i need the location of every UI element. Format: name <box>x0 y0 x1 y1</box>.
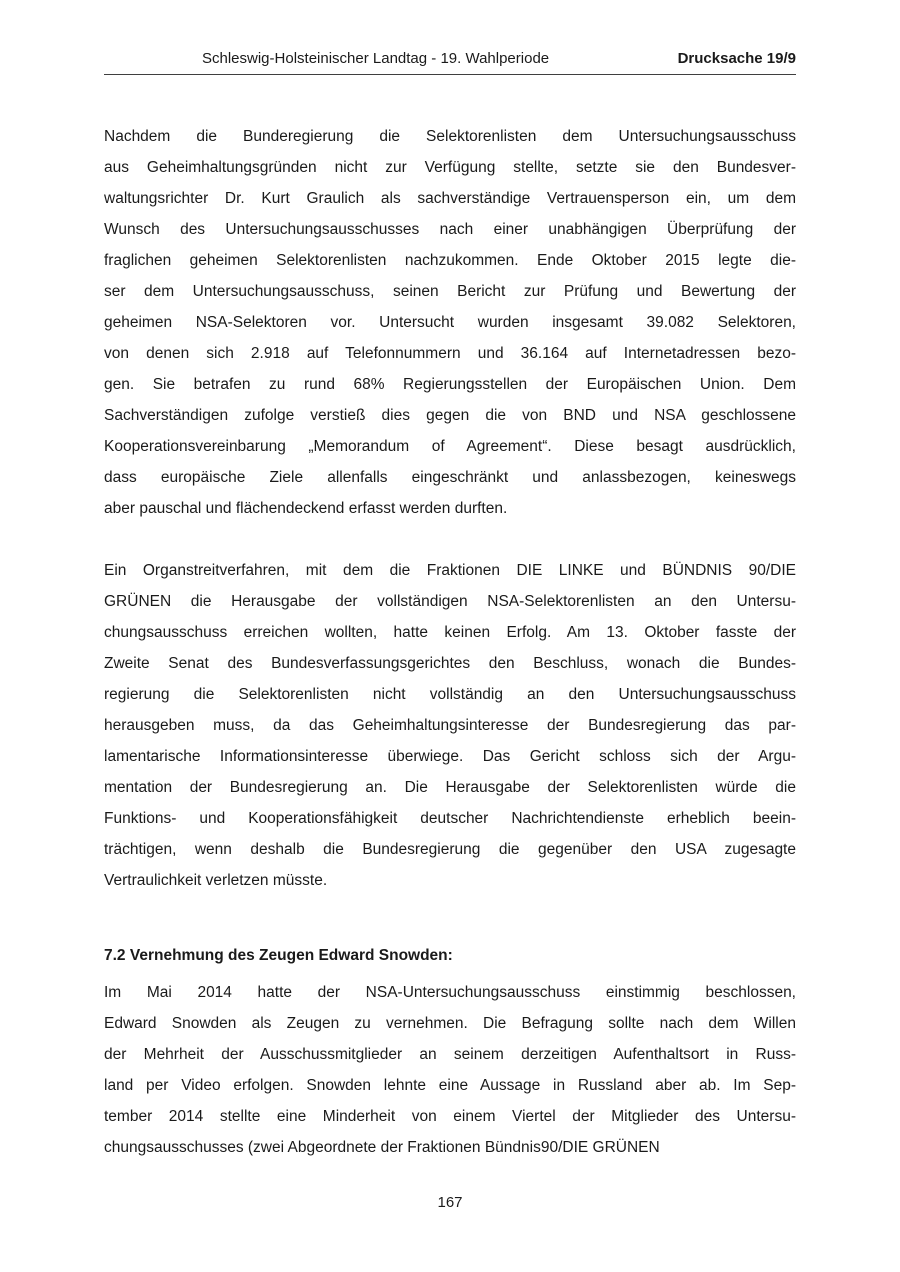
text-line: Kooperationsvereinbarung „Memorandum of Agreement“. Diese besagt ausdrücklich, <box>104 438 796 455</box>
text-line: Vertraulichkeit verletzen müsste. <box>104 872 328 889</box>
header-divider <box>104 74 796 75</box>
header-drucksache-label: Drucksache 19/9 <box>677 50 796 67</box>
text-line: Ein Organstreitverfahren, mit dem die Fraktionen DIE LINKE und BÜNDNIS 90/DIE <box>104 562 796 579</box>
header-title: Schleswig-Holsteinischer Landtag - 19. Wahlperiode <box>202 50 550 67</box>
text-line: gen. Sie betrafen zu rund 68% Regierungsstellen der Europäischen Union. Dem <box>104 376 796 393</box>
paragraph <box>104 121 796 524</box>
text-line: Nachdem die Bunderegierung die Selektorenlisten dem Untersuchungsausschuss <box>104 128 796 145</box>
text-line: geheimen NSA-Selektoren vor. Untersucht wurden insgesamt 39.082 Selektoren, <box>104 314 796 331</box>
text-line: ser dem Untersuchungsausschuss, seinen Bericht zur Prüfung und Bewertung der <box>104 283 796 300</box>
text-line: chungsausschuss erreichen wollten, hatte keinen Erfolg. Am 13. Oktober fasste der <box>104 624 796 641</box>
text-line: land per Video erfolgen. Snowden lehnte eine Aussage in Russland aber ab. Im Sep- <box>104 1077 796 1094</box>
text-line: regierung die Selektorenlisten nicht vollständig an den Untersuchungsausschuss <box>104 686 796 703</box>
text-line: dass europäische Ziele allenfalls eingeschränkt und anlassbezogen, keineswegs <box>104 469 796 486</box>
paragraph <box>104 555 796 896</box>
text-line: lamentarische Informationsinteresse überwiege. Das Gericht schloss sich der Argu- <box>104 748 796 765</box>
page-footer <box>0 1194 900 1211</box>
text-line: Funktions- und Kooperationsfähigkeit deutscher Nachrichtendienste erheblich beein- <box>104 810 796 827</box>
text-line: trächtigen, wenn deshalb die Bundesregierung die gegenüber den USA zugesagte <box>104 841 796 858</box>
text-line: der Mehrheit der Ausschussmitglieder an seinem derzeitigen Aufenthaltsort in Russ- <box>104 1046 796 1063</box>
text-line: GRÜNEN die Herausgabe der vollständigen NSA-Selektorenlisten an den Untersu- <box>104 593 796 610</box>
text-line: Wunsch des Untersuchungsausschusses nach einer unabhängigen Überprüfung der <box>104 221 796 238</box>
text-line: aber pauschal und flächendeckend erfasst werden durften. <box>104 500 508 517</box>
text-line: fraglichen geheimen Selektorenlisten nachzukommen. Ende Oktober 2015 legte die- <box>104 252 796 269</box>
text-line: aus Geheimhaltungsgründen nicht zur Verfügung stellte, setzte sie den Bundesver- <box>104 159 796 176</box>
text-line: Edward Snowden als Zeugen zu vernehmen. Die Befragung sollte nach dem Willen <box>104 1015 796 1032</box>
text-line: Sachverständigen zufolge verstieß dies gegen die von BND und NSA geschlossene <box>104 407 796 424</box>
text-line: waltungsrichter Dr. Kurt Graulich als sachverständige Vertrauensperson ein, um dem <box>104 190 796 207</box>
page-number: 167 <box>437 1194 463 1211</box>
text-line: herausgeben muss, da das Geheimhaltungsinteresse der Bundesregierung das par- <box>104 717 796 734</box>
document-content <box>104 121 796 1163</box>
text-line: tember 2014 stellte eine Minderheit von einem Viertel der Mitglieder des Untersu- <box>104 1108 796 1125</box>
page-header <box>104 0 796 75</box>
section-heading: 7.2 Vernehmung des Zeugen Edward Snowden: <box>104 947 453 964</box>
text-line: mentation der Bundesregierung an. Die Herausgabe der Selektorenlisten würde die <box>104 779 796 796</box>
text-line: chungsausschusses (zwei Abgeordnete der Fraktionen Bündnis90/DIE GRÜNEN <box>104 1139 660 1156</box>
text-line: Zweite Senat des Bundesverfassungsgerichtes den Beschluss, wonach die Bundes- <box>104 655 796 672</box>
paragraph <box>104 977 796 1163</box>
text-line: von denen sich 2.918 auf Telefonnummern und 36.164 auf Internetadressen bezo- <box>104 345 796 362</box>
text-line: Im Mai 2014 hatte der NSA-Untersuchungsausschuss einstimmig beschlossen, <box>104 984 796 1001</box>
header-row <box>104 50 796 67</box>
